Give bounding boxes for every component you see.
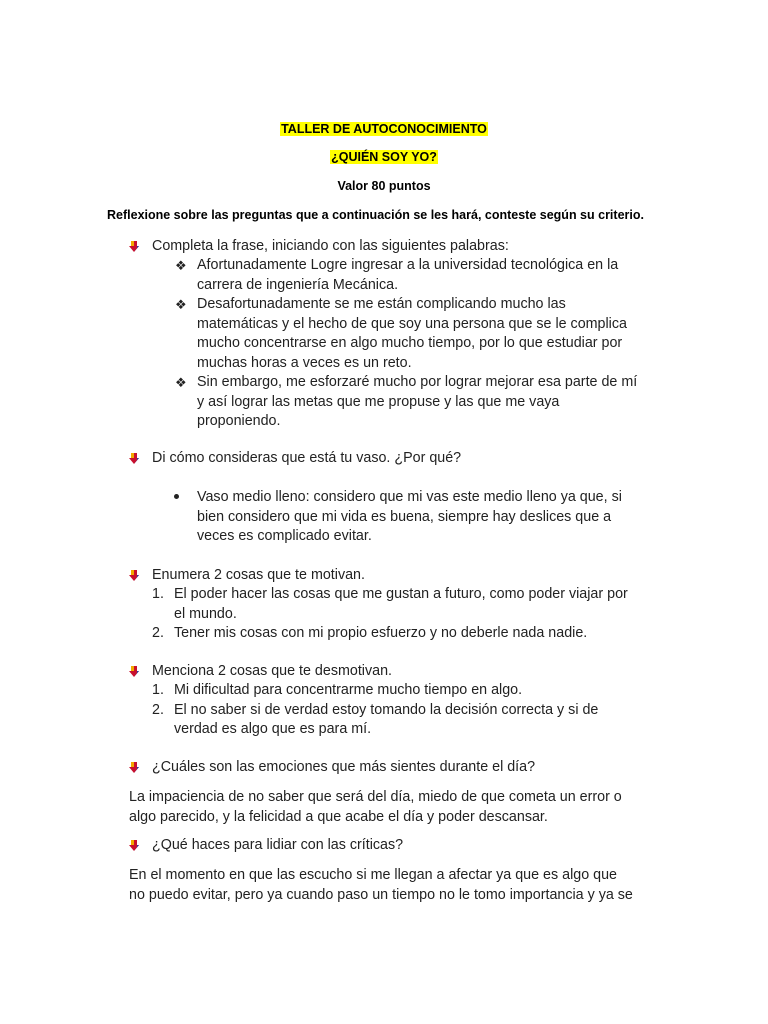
question-6: ¿Qué haces para lidiar con las críticas?	[152, 837, 404, 853]
bullet-dot-icon	[174, 494, 179, 499]
answer-1c-line-1: Sin embargo, me esforzaré mucho por lograr mejorar esa parte de mí	[197, 374, 638, 390]
answer-4-item-2-line-2: verdad es algo que es para mí.	[174, 721, 372, 737]
arrow-bullet-icon	[129, 666, 139, 677]
answer-4-item-1: Mi dificultad para concentrarme mucho tiempo en algo.	[174, 682, 523, 698]
list-number: 2.	[152, 701, 164, 718]
answer-2-line-3: veces es complicado evitar.	[197, 528, 372, 544]
diamond-bullet-icon: ❖	[175, 258, 187, 273]
list-number: 2.	[152, 625, 164, 641]
question-5: ¿Cuáles son las emociones que más sientes durante el día?	[152, 759, 536, 775]
answer-1a-line-2: carrera de ingeniería Mecánica.	[197, 276, 399, 293]
arrow-bullet-icon	[129, 840, 139, 851]
list-number: 1.	[152, 682, 164, 698]
answer-1c-line-2: y así lograr las metas que me propuse y las que me vaya	[197, 393, 560, 410]
answer-1b-line-1: Desafortunadamente se me están complicando mucho las	[197, 296, 566, 312]
answer-1b-line-4: muchas horas a veces es un reto.	[197, 354, 412, 371]
arrow-bullet-icon	[129, 570, 139, 581]
answer-5-line-2: algo parecido, y la felicidad a que acabe el día y poder descansar.	[129, 808, 548, 825]
diamond-bullet-icon: ❖	[175, 297, 187, 312]
answer-1c-line-3: proponiendo.	[197, 413, 281, 429]
answer-1b-line-2: matemáticas y el hecho de que soy una persona que se le complica	[197, 315, 627, 332]
arrow-bullet-icon	[129, 762, 139, 773]
arrow-bullet-icon	[129, 241, 139, 252]
answer-3-item-2: Tener mis cosas con mi propio esfuerzo y no deberle nada nadie.	[174, 625, 588, 641]
answer-1a-line-1: Afortunadamente Logre ingresar a la universidad tecnológica en la	[197, 257, 619, 273]
instruction-text: Reflexione sobre las preguntas que a continuación se les hará, conteste según su criterio.	[107, 208, 644, 222]
answer-1b-line-3: mucho concentrarse en algo mucho tiempo, por lo que estudiar por	[197, 335, 623, 351]
answer-2-line-1: Vaso medio lleno: considero que mi vas este medio lleno ya que, si	[197, 489, 622, 505]
answer-3-item-1-line-1: El poder hacer las cosas que me gustan a futuro, como poder viajar por	[174, 586, 628, 602]
answer-5-line-1: La impaciencia de no saber que será del día, miedo de que cometa un error o	[129, 789, 622, 805]
document-subtitle: ¿QUIÉN SOY YO?	[331, 150, 437, 164]
answer-3-item-1-line-2: el mundo.	[174, 605, 237, 622]
document-title: TALLER DE AUTOCONOCIMIENTO	[281, 122, 487, 136]
value-label: Valor 80 puntos	[337, 179, 431, 193]
answer-4-item-2-line-1: El no saber si de verdad estoy tomando la decisión correcta y si de	[174, 701, 599, 718]
question-2: Di cómo consideras que está tu vaso. ¿Por qué?	[152, 450, 462, 466]
answer-2-line-2: bien considero que mi vida es buena, siempre hay deslices que a	[197, 508, 612, 525]
question-3: Enumera 2 cosas que te motivan.	[152, 567, 365, 583]
diamond-bullet-icon: ❖	[175, 375, 187, 390]
question-1: Completa la frase, iniciando con las siguientes palabras:	[152, 238, 509, 254]
question-4: Menciona 2 cosas que te desmotivan.	[152, 663, 393, 679]
answer-6-line-1: En el momento en que las escucho si me llegan a afectar ya que es algo que	[129, 867, 617, 883]
arrow-bullet-icon	[129, 453, 139, 464]
answer-6-line-2: no puedo evitar, pero ya cuando paso un tiempo no le tomo importancia y ya se	[129, 886, 633, 903]
list-number: 1.	[152, 586, 164, 602]
